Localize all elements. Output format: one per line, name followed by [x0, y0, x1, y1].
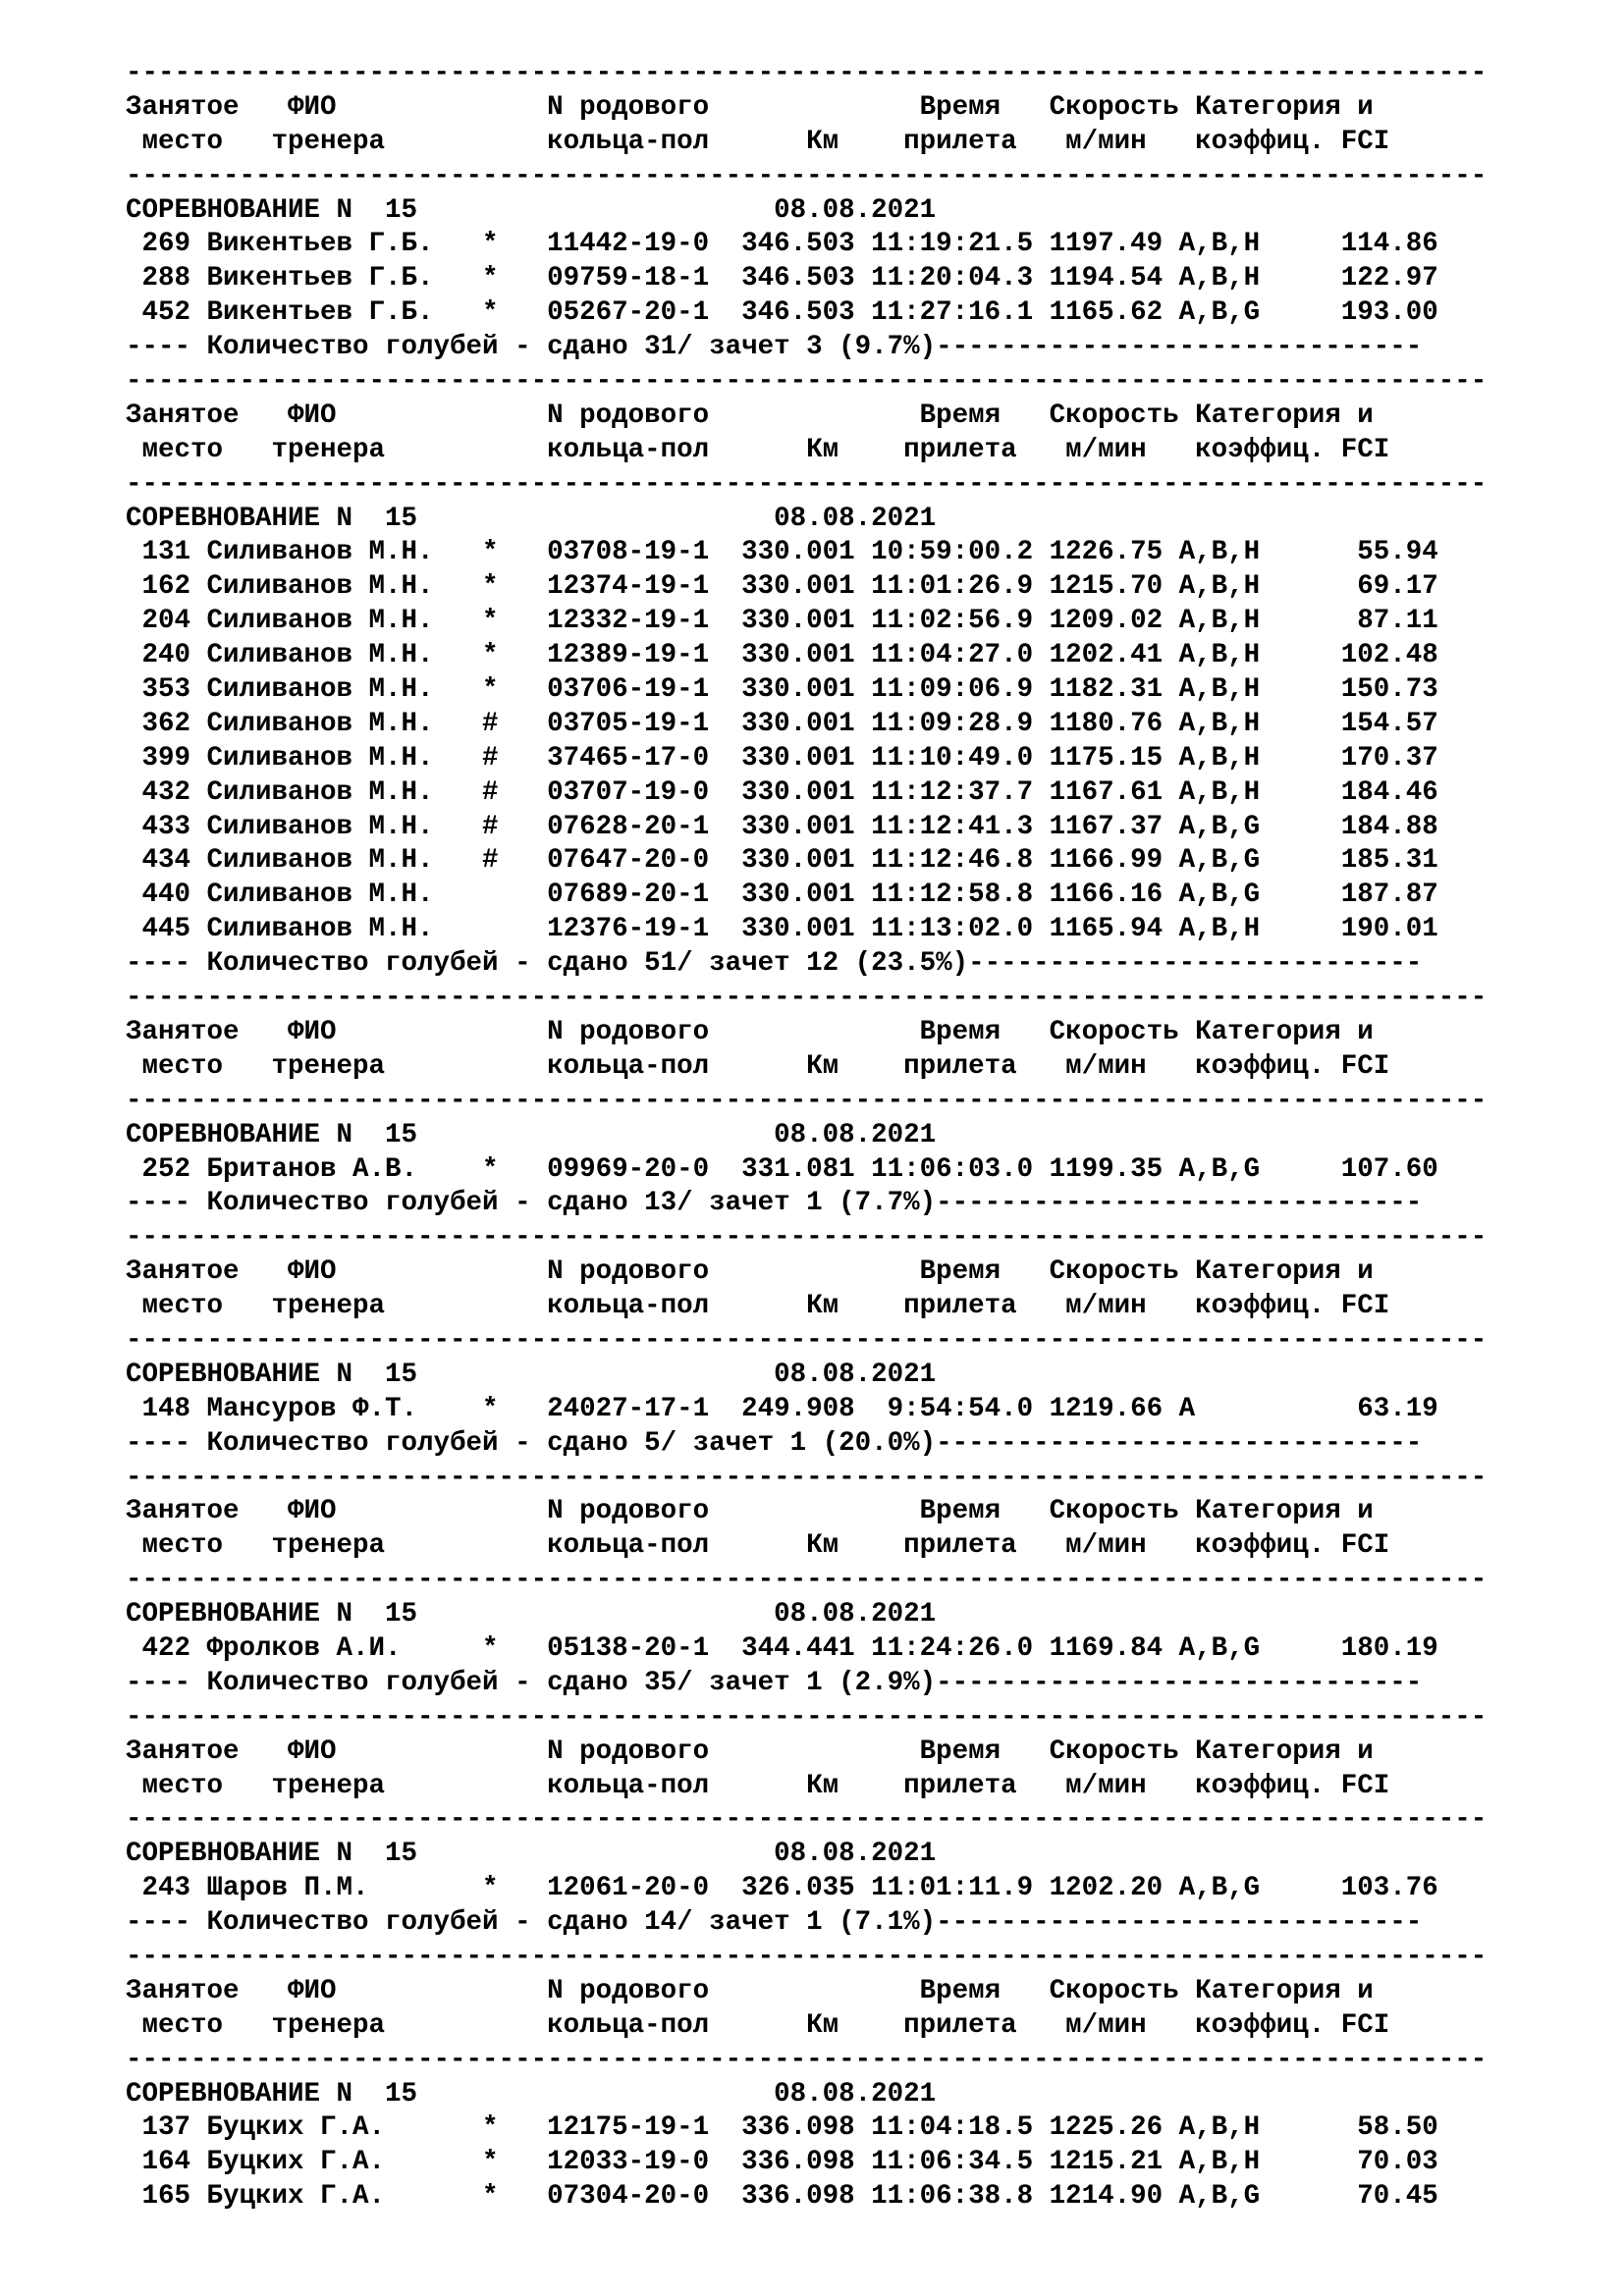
summary-line: ---- Количество голубей - сдано 31/ зачет 3 (9.7%)------------------------------ [126, 332, 1423, 363]
column-header-line-1: Занятое ФИО N родового Время Скорость Категория и [126, 1975, 1374, 2006]
dash-separator: ------------------------------------------------------------------------------------ [126, 160, 1488, 191]
summary-line: ---- Количество голубей - сдано 51/ зачет 12 (23.5%)---------------------------- [126, 948, 1423, 980]
column-header-line-1: Занятое ФИО N родового Время Скорость Категория и [126, 1256, 1374, 1288]
competition-date: 08.08.2021 [774, 194, 937, 226]
result-row: 131 Силиванов М.Н. * 03708-19-1 330.001 10:59:00.2 1226.75 A,B,H 55.94 [126, 537, 1438, 568]
results-document [126, 57, 1487, 2215]
result-row: 137 Буцких Г.А. * 12175-19-1 336.098 11:04:18.5 1225.26 A,B,H 58.50 [126, 2112, 1438, 2144]
result-row: 204 Силиванов М.Н. * 12332-19-1 330.001 11:02:56.9 1209.02 A,B,H 87.11 [126, 606, 1438, 637]
competition-date: 08.08.2021 [774, 2078, 937, 2109]
column-header-line-2: место тренера кольца-пол Км прилета м/мин коэффиц. FCI [126, 1530, 1390, 1562]
column-header-line-2: место тренера кольца-пол Км прилета м/мин коэффиц. FCI [126, 434, 1390, 465]
dash-separator: ------------------------------------------------------------------------------------ [126, 1941, 1488, 1972]
result-row: 243 Шаров П.М. * 12061-20-0 326.035 11:01:11.9 1202.20 A,B,G 103.76 [126, 1873, 1438, 1904]
column-header-line-2: место тренера кольца-пол Км прилета м/мин коэффиц. FCI [126, 2009, 1390, 2041]
column-header-line-1: Занятое ФИО N родового Время Скорость Категория и [126, 1016, 1374, 1047]
competition-line [126, 1119, 1487, 1153]
column-header-line-2: место тренера кольца-пол Км прилета м/мин коэффиц. FCI [126, 1050, 1390, 1082]
dash-separator: ------------------------------------------------------------------------------------ [126, 468, 1488, 500]
dash-separator: ------------------------------------------------------------------------------------ [126, 1324, 1488, 1356]
summary-line: ---- Количество голубей - сдано 35/ зачет 1 (2.9%)------------------------------ [126, 1667, 1423, 1698]
competition-line [126, 1598, 1487, 1632]
result-row: 162 Силиванов М.Н. * 12374-19-1 330.001 11:01:26.9 1215.70 A,B,H 69.17 [126, 571, 1438, 603]
competition-title: СОРЕВНОВАНИЕ N 15 [126, 194, 418, 226]
dash-separator: ------------------------------------------------------------------------------------ [126, 1701, 1488, 1733]
column-header-line-2: место тренера кольца-пол Км прилета м/мин коэффиц. FCI [126, 126, 1390, 157]
result-row: 148 Мансуров Ф.Т. * 24027-17-1 249.908 9:54:54.0 1219.66 A 63.19 [126, 1393, 1438, 1424]
competition-line [126, 2078, 1487, 2112]
result-row: 399 Силиванов М.Н. # 37465-17-0 330.001 11:10:49.0 1175.15 A,B,H 170.37 [126, 742, 1438, 774]
competition-title: СОРЕВНОВАНИЕ N 15 [126, 1839, 418, 1870]
competition-date: 08.08.2021 [774, 1839, 937, 1870]
column-header-line-2: место тренера кольца-пол Км прилета м/мин коэффиц. FCI [126, 1291, 1390, 1322]
result-row: 440 Силиванов М.Н. 07689-20-1 330.001 11:12:58.8 1166.16 A,B,G 187.87 [126, 880, 1438, 911]
result-row: 434 Силиванов М.Н. # 07647-20-0 330.001 11:12:46.8 1166.99 A,B,G 185.31 [126, 845, 1438, 877]
competition-line [126, 1359, 1487, 1393]
column-header-line-1: Занятое ФИО N родового Время Скорость Категория и [126, 91, 1374, 123]
summary-line: ---- Количество голубей - сдано 14/ зачет 1 (7.1%)------------------------------ [126, 1907, 1423, 1939]
result-row: 240 Силиванов М.Н. * 12389-19-1 330.001 11:04:27.0 1202.41 A,B,H 102.48 [126, 640, 1438, 671]
result-row: 432 Силиванов М.Н. # 03707-19-0 330.001 11:12:37.7 1167.61 A,B,H 184.46 [126, 776, 1438, 808]
dash-separator: ------------------------------------------------------------------------------------ [126, 58, 1488, 88]
result-row: 445 Силиванов М.Н. 12376-19-1 330.001 11:13:02.0 1165.94 A,B,H 190.01 [126, 914, 1438, 945]
competition-date: 08.08.2021 [774, 503, 937, 534]
competition-date: 08.08.2021 [774, 1599, 937, 1630]
summary-line: ---- Количество голубей - сдано 13/ зачет 1 (7.7%)------------------------------ [126, 1188, 1423, 1219]
competition-title: СОРЕВНОВАНИЕ N 15 [126, 503, 418, 534]
competition-line [126, 194, 1487, 229]
competition-date: 08.08.2021 [774, 1359, 937, 1390]
dash-separator: ------------------------------------------------------------------------------------ [126, 366, 1488, 398]
dash-separator: ------------------------------------------------------------------------------------ [126, 983, 1488, 1014]
competition-title: СОРЕВНОВАНИЕ N 15 [126, 1119, 418, 1150]
dash-separator: ------------------------------------------------------------------------------------ [126, 1565, 1488, 1596]
competition-date: 08.08.2021 [774, 1119, 937, 1150]
column-header-line-1: Занятое ФИО N родового Время Скорость Категория и [126, 1735, 1374, 1767]
column-header-line-1: Занятое ФИО N родового Время Скорость Категория и [126, 1496, 1374, 1527]
column-header-line-1: Занятое ФИО N родового Время Скорость Категория и [126, 400, 1374, 431]
dash-separator: ------------------------------------------------------------------------------------ [126, 1222, 1488, 1254]
dash-separator: ------------------------------------------------------------------------------------ [126, 1085, 1488, 1116]
result-row: 288 Викентьев Г.Б. * 09759-18-1 346.503 11:20:04.3 1194.54 A,B,H 122.97 [126, 263, 1438, 294]
dash-separator: ------------------------------------------------------------------------------------ [126, 1462, 1488, 1493]
competition-title: СОРЕВНОВАНИЕ N 15 [126, 1359, 418, 1390]
result-row: 362 Силиванов М.Н. # 03705-19-1 330.001 11:09:28.9 1180.76 A,B,H 154.57 [126, 708, 1438, 739]
competition-line [126, 1838, 1487, 1872]
dash-separator: ------------------------------------------------------------------------------------ [126, 2044, 1488, 2075]
result-row: 433 Силиванов М.Н. # 07628-20-1 330.001 11:12:41.3 1167.37 A,B,G 184.88 [126, 811, 1438, 842]
competition-title: СОРЕВНОВАНИЕ N 15 [126, 2078, 418, 2109]
column-header-line-2: место тренера кольца-пол Км прилета м/мин коэффиц. FCI [126, 1770, 1390, 1801]
result-row: 164 Буцких Г.А. * 12033-19-0 336.098 11:06:34.5 1215.21 A,B,H 70.03 [126, 2147, 1438, 2178]
result-row: 422 Фролков А.И. * 05138-20-1 344.441 11:24:26.0 1169.84 A,B,G 180.19 [126, 1632, 1438, 1664]
dash-separator: ------------------------------------------------------------------------------------ [126, 1804, 1488, 1836]
result-row: 353 Силиванов М.Н. * 03706-19-1 330.001 11:09:06.9 1182.31 A,B,H 150.73 [126, 674, 1438, 706]
result-row: 252 Британов А.В. * 09969-20-0 331.081 11:06:03.0 1199.35 A,B,G 107.60 [126, 1153, 1438, 1185]
result-row: 269 Викентьев Г.Б. * 11442-19-0 346.503 11:19:21.5 1197.49 A,B,H 114.86 [126, 229, 1438, 260]
competition-line [126, 503, 1487, 537]
summary-line: ---- Количество голубей - сдано 5/ зачет 1 (20.0%)------------------------------ [126, 1427, 1423, 1459]
competition-title: СОРЕВНОВАНИЕ N 15 [126, 1599, 418, 1630]
result-row: 165 Буцких Г.А. * 07304-20-0 336.098 11:06:38.8 1214.90 A,B,G 70.45 [126, 2181, 1438, 2213]
result-row: 452 Викентьев Г.Б. * 05267-20-1 346.503 11:27:16.1 1165.62 A,B,G 193.00 [126, 297, 1438, 329]
